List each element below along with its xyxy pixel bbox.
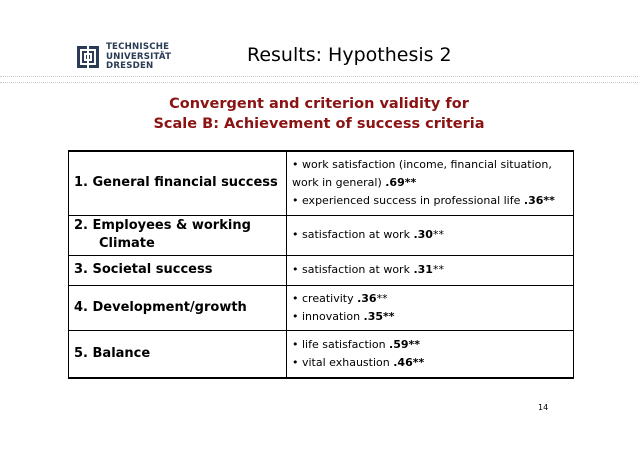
correlation-value: .31 (413, 263, 433, 276)
criterion-cell: 5. Balance (69, 330, 287, 378)
result-cell (287, 151, 574, 215)
criterion-cell: 4. Development/growth (69, 285, 287, 330)
criterion-cell (69, 215, 287, 255)
result-line: • creativity .36** (292, 291, 388, 305)
header-divider-bottom (0, 82, 638, 83)
university-seal-icon (76, 45, 100, 69)
results-table (68, 150, 574, 379)
result-cell (287, 215, 574, 255)
correlation-value: .35** (363, 309, 395, 323)
table-row (69, 255, 574, 285)
table-row (69, 215, 574, 255)
correlation-value: .69** (385, 176, 417, 190)
result-cell (287, 255, 574, 285)
significance-stars: ** (432, 228, 444, 241)
criterion-cell: 1. General financial success (69, 151, 287, 215)
correlation-value: .59** (389, 337, 421, 351)
result-cell (287, 285, 574, 330)
logo-line-3: DRESDEN (106, 61, 154, 72)
correlation-value: .30 (413, 228, 433, 241)
university-logo (76, 43, 171, 72)
logo-line-1: TECHNISCHE (106, 42, 170, 52)
table-row (69, 285, 574, 330)
criterion-cell: 3. Societal success (69, 255, 287, 285)
logo-text (106, 43, 171, 72)
result-cell (287, 330, 574, 378)
result-line: work in general) .69** (292, 176, 417, 190)
result-line: • satisfaction at work .31** (292, 263, 444, 276)
result-line: • life satisfaction .59** (292, 337, 421, 351)
criterion-line-2: Climate (99, 236, 155, 251)
logo-line-2: UNIVERSITÄT (106, 51, 172, 62)
result-line: • vital exhaustion .46** (292, 355, 425, 369)
subtitle-line-1: Convergent and criterion validity for (169, 96, 469, 112)
result-line: • work satisfaction (income, financial situation, (292, 158, 552, 172)
significance-stars: ** (376, 291, 388, 305)
correlation-value: .36** (523, 194, 555, 208)
correlation-value: .46** (393, 355, 425, 369)
table-row (69, 151, 574, 215)
header-divider-top (0, 76, 638, 77)
table-row (69, 330, 574, 378)
result-line: • experienced success in professional life .36** (292, 194, 555, 208)
page-number: 14 (538, 403, 549, 412)
slide-title: Results: Hypothesis 2 (247, 44, 452, 66)
correlation-value: .36 (357, 291, 377, 305)
result-line: • innovation .35** (292, 309, 395, 323)
criterion-line-1: 2. Employees & working (74, 218, 251, 233)
result-line: • satisfaction at work .30** (292, 228, 444, 241)
subtitle-line-2: Scale B: Achievement of success criteria (153, 116, 485, 132)
significance-stars: ** (432, 263, 444, 276)
